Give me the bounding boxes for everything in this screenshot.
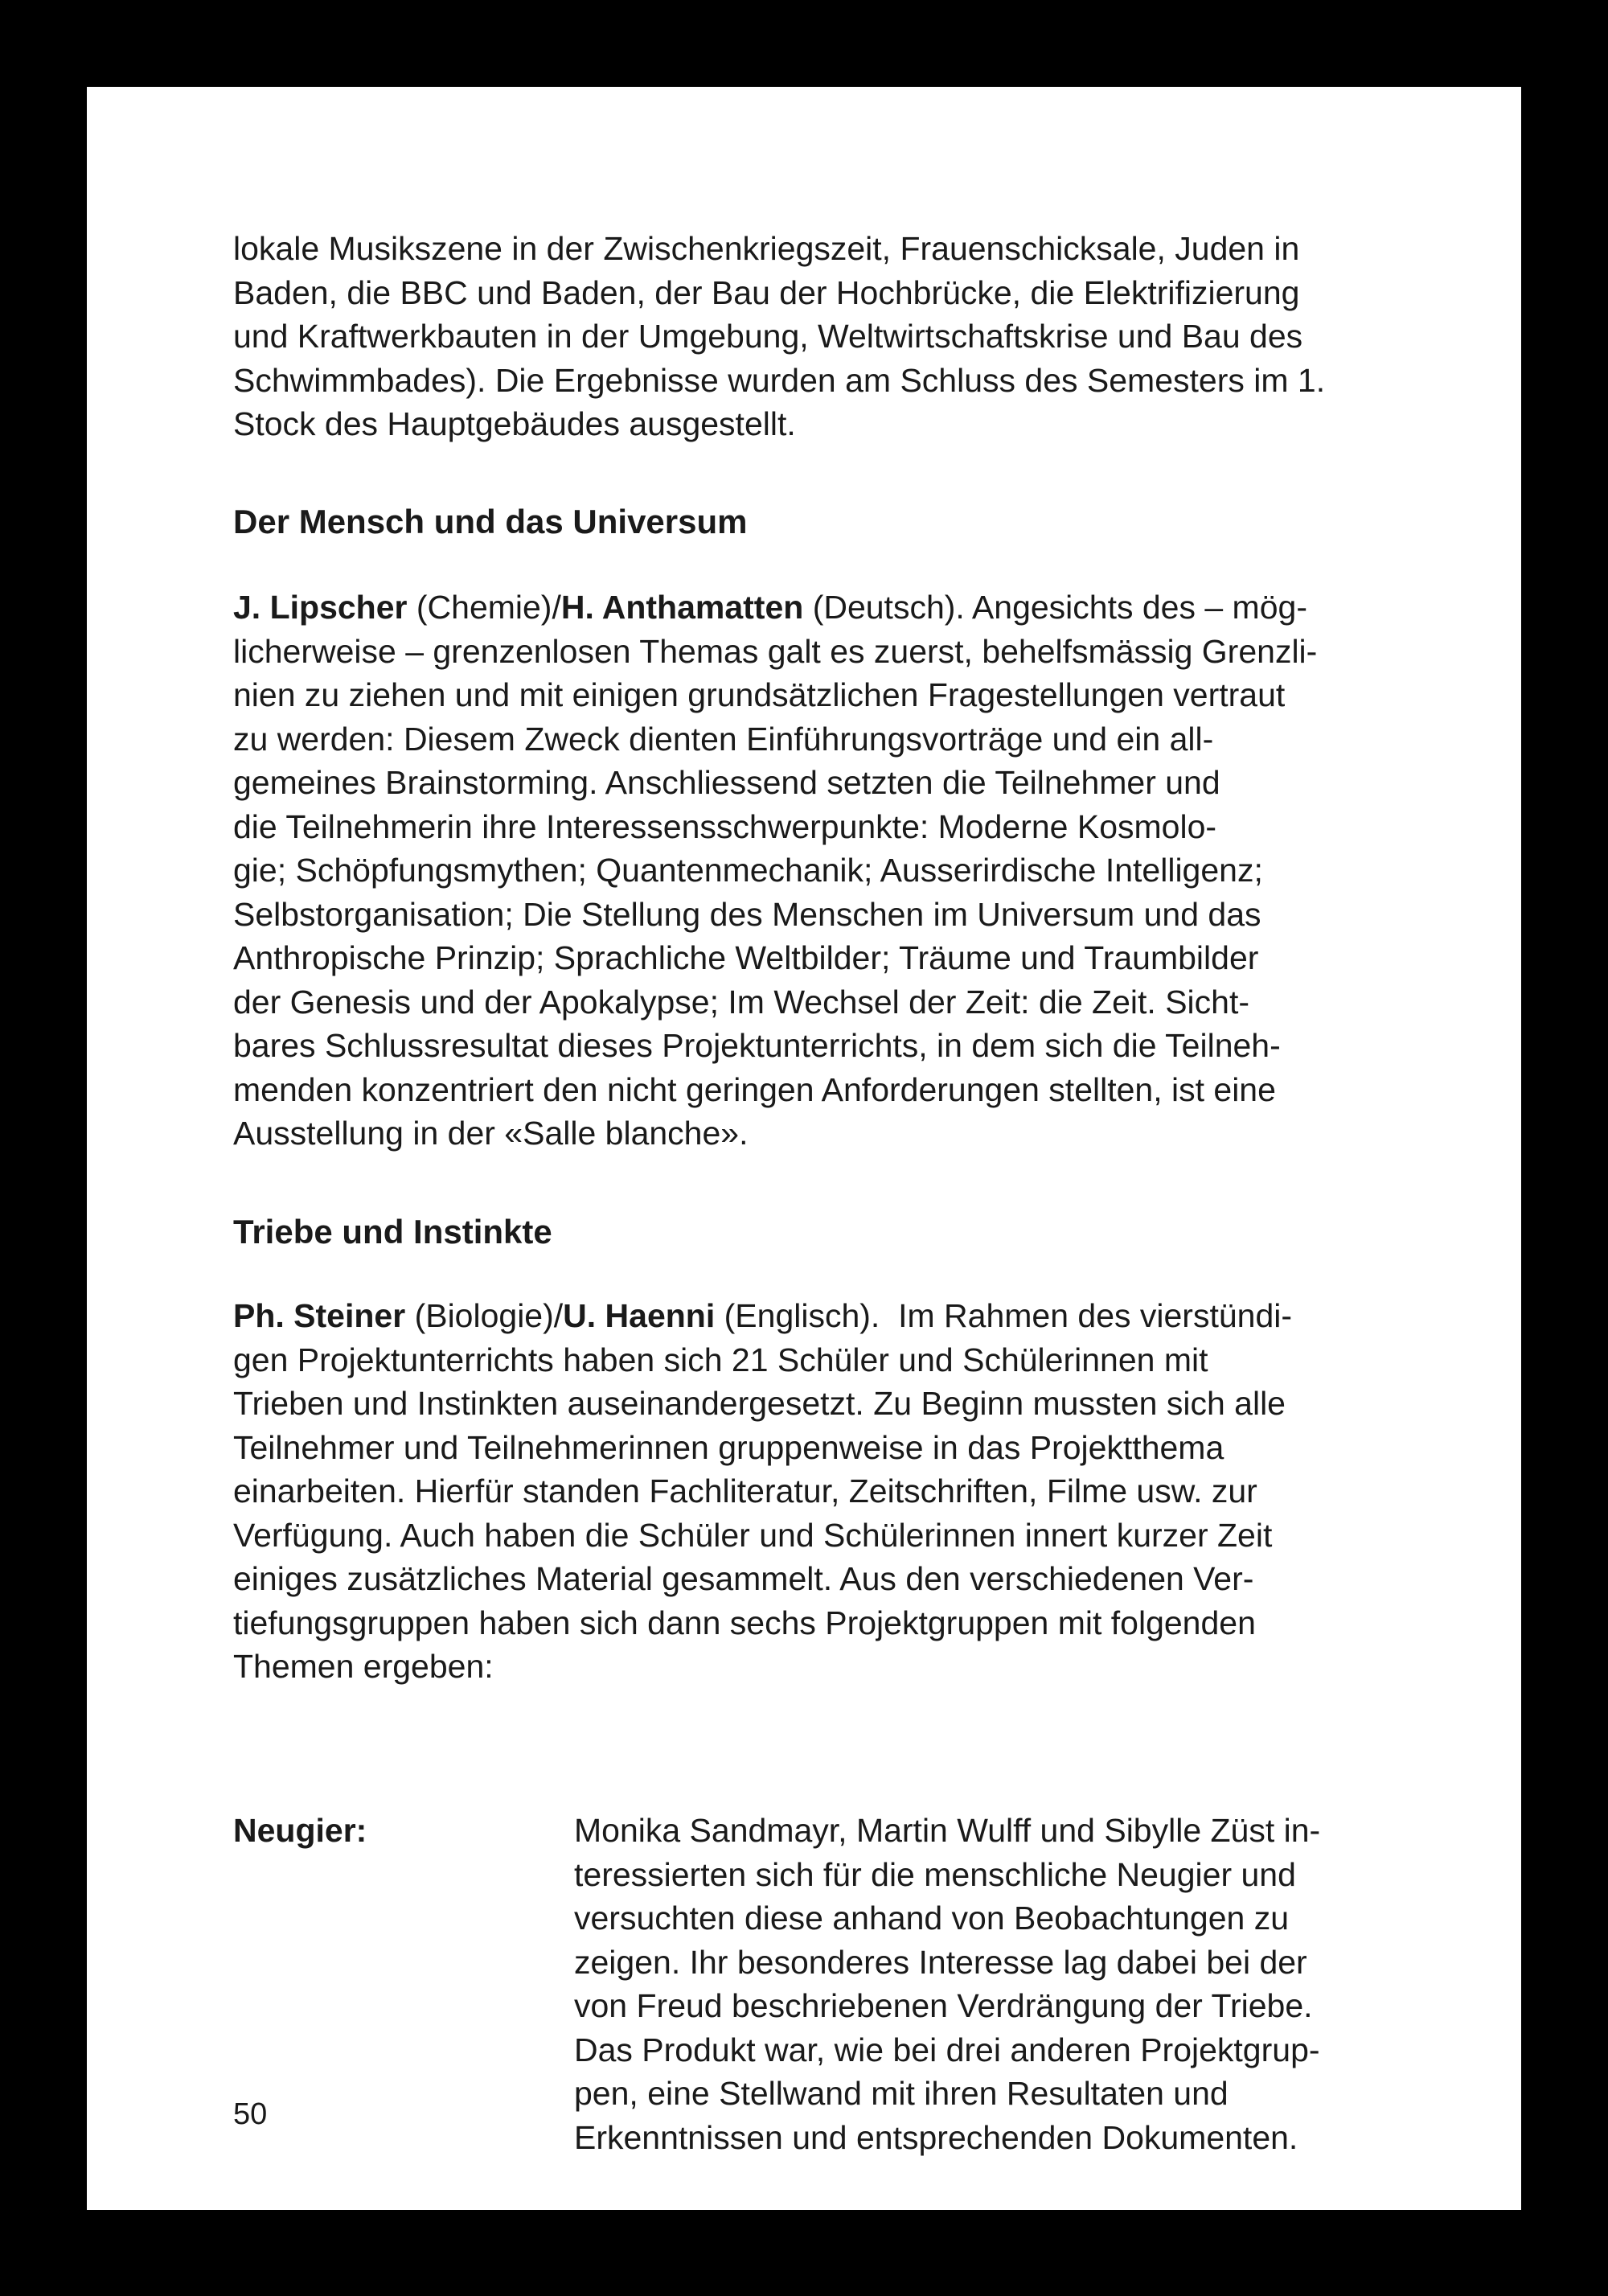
text-line: Anthropische Prinzip; Sprachliche Weltbilder; Träume und Traumbilder xyxy=(233,939,1259,976)
group-description-neugier xyxy=(574,1809,1494,2159)
section-heading-triebe-instinkte: Triebe und Instinkte xyxy=(233,1213,552,1251)
text-line: Erkenntnissen und entsprechenden Dokumenten. xyxy=(574,2118,1298,2156)
subject-label: (Biologie)/ xyxy=(405,1297,564,1334)
text-line xyxy=(233,1294,1494,1338)
subject-label: (Chemie)/ xyxy=(407,589,561,626)
text-line: Ausstellung in der «Salle blanche». xyxy=(233,1115,749,1152)
text-line: und Kraftwerkbauten in der Umgebung, Weltwirtschaftskrise und Bau des xyxy=(233,318,1303,355)
text-line: versuchten diese anhand von Beobachtungen zu xyxy=(574,1900,1290,1937)
text-line: einarbeiten. Hierfür standen Fachliteratur, Zeitschriften, Filme usw. zur xyxy=(233,1472,1257,1509)
group-term-neugier: Neugier: xyxy=(233,1812,367,1849)
text-line: zu werden: Diesem Zweck dienten Einführungsvorträge und ein all- xyxy=(233,720,1214,758)
text-line: Teilnehmer und Teilnehmerinnen gruppenweise in das Projektthema xyxy=(233,1428,1224,1466)
subject-label: (Deutsch). xyxy=(803,589,965,626)
text-line: die Teilnehmerin ihre Interessensschwerpunkte: Moderne Kosmolo- xyxy=(233,807,1217,845)
text-line: pen, eine Stellwand mit ihren Resultaten und xyxy=(574,2075,1229,2112)
subject-label: (Englisch). xyxy=(715,1297,880,1334)
text-line: Selbstorganisation; Die Stellung des Menschen im Universum und das xyxy=(233,895,1261,933)
teacher-name: H. Anthamatten xyxy=(560,589,804,626)
text-line: licherweise – grenzenlosen Themas galt es zuerst, behelfsmässig Grenzli- xyxy=(233,632,1318,670)
section1-paragraph xyxy=(233,585,1494,1156)
text-line: lokale Musikszene in der Zwischenkriegszeit, Frauenschicksale, Juden in xyxy=(233,230,1300,267)
page-number: 50 xyxy=(233,2097,268,2131)
text-line: Stock des Hauptgebäudes ausgestellt. xyxy=(233,405,796,442)
teacher-name: Ph. Steiner xyxy=(233,1297,406,1334)
text-line: nien zu ziehen und mit einigen grundsätzlichen Fragestellungen vertraut xyxy=(233,676,1286,713)
intro-paragraph xyxy=(233,227,1494,446)
text-line xyxy=(233,585,1494,630)
text-line: Baden, die BBC und Baden, der Bau der Hochbrücke, die Elektrifizierung xyxy=(233,273,1300,311)
text-line: Themen ergeben: xyxy=(233,1648,494,1685)
text-line: Monika Sandmayr, Martin Wulff und Sibylle Züst in- xyxy=(574,1812,1321,1849)
text-line: von Freud beschriebenen Verdrängung der Triebe. xyxy=(574,1987,1313,2024)
text-line: Trieben und Instinkten auseinandergesetzt. Zu Beginn mussten sich alle xyxy=(233,1385,1286,1422)
text-line: Schwimmbades). Die Ergebnisse wurden am Schluss des Semesters im 1. xyxy=(233,361,1326,399)
text-fragment: Angesichts des – mög- xyxy=(964,589,1307,626)
document-page xyxy=(87,87,1521,2210)
text-fragment: Im Rahmen des vierstündi- xyxy=(880,1297,1293,1334)
text-line: gie; Schöpfungsmythen; Quantenmechanik; Ausserirdische Intelligenz; xyxy=(233,852,1263,889)
teacher-name: J. Lipscher xyxy=(233,589,408,626)
text-line: gemeines Brainstorming. Anschliessend setzten die Teilnehmer und xyxy=(233,764,1220,801)
section2-paragraph xyxy=(233,1294,1494,1689)
text-line: tiefungsgruppen haben sich dann sechs Projektgruppen mit folgenden xyxy=(233,1604,1256,1641)
text-line: bares Schlussresultat dieses Projektunterrichts, in dem sich die Teilneh- xyxy=(233,1027,1281,1064)
text-line: gen Projektunterrichts haben sich 21 Schüler und Schülerinnen mit xyxy=(233,1341,1208,1378)
text-line: menden konzentriert den nicht geringen Anforderungen stellten, ist eine xyxy=(233,1070,1276,1108)
text-line: Das Produkt war, wie bei drei anderen Projektgrup- xyxy=(574,2031,1320,2068)
teacher-name: U. Haenni xyxy=(563,1297,716,1334)
text-line: Verfügung. Auch haben die Schüler und Schülerinnen innert kurzer Zeit xyxy=(233,1516,1273,1554)
text-line: zeigen. Ihr besonderes Interesse lag dabei bei der xyxy=(574,1943,1307,1981)
text-line: teressierten sich für die menschliche Neugier und xyxy=(574,1855,1296,1893)
text-line: der Genesis und der Apokalypse; Im Wechsel der Zeit: die Zeit. Sicht- xyxy=(233,983,1249,1021)
text-line: einiges zusätzliches Material gesammelt. Aus den verschiedenen Ver- xyxy=(233,1560,1254,1597)
section-heading-mensch-universum: Der Mensch und das Universum xyxy=(233,503,748,540)
